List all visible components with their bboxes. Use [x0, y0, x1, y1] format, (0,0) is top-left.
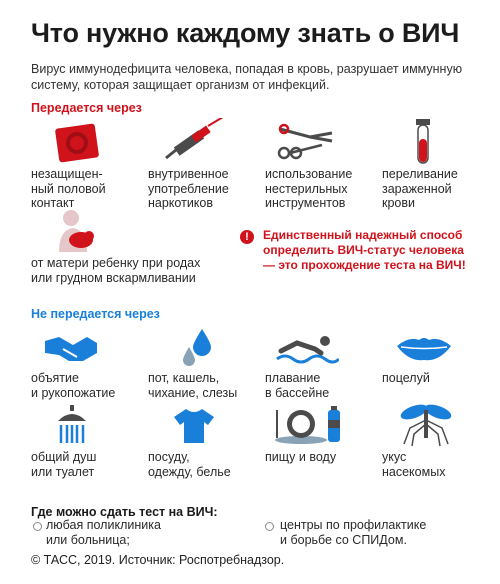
where-option-clinic: любая поликлиника или больница;: [46, 518, 161, 547]
tshirt-icon: [172, 407, 216, 445]
blood-tube-icon: [413, 117, 433, 167]
swimmer-icon: [275, 333, 339, 365]
drop-icon: [177, 327, 217, 367]
not-transmitted-label-kiss: поцелуй: [382, 371, 430, 385]
not-transmitted-label-shower: общий душ или туалет: [31, 450, 97, 479]
instruments-icon: [276, 123, 336, 163]
mother-child-icon: [55, 208, 97, 254]
page-title: Что нужно каждому знать о ВИЧ: [31, 18, 460, 48]
mosquito-icon: [396, 400, 456, 448]
not-transmitted-heading: Не передается через: [31, 307, 160, 321]
transmitted-label-instruments: использование нестерильных инструментов: [265, 167, 353, 210]
where-option-aids-center: центры по профилактике и борьбе со СПИДом.: [280, 518, 427, 547]
bullet-dot: [33, 522, 42, 531]
handshake-icon: [43, 331, 99, 367]
transmitted-label-mother: от матери ребенку при родах или грудном вскармливании: [31, 256, 201, 285]
not-transmitted-label-clothes: посуду, одежду, белье: [148, 450, 231, 479]
intro-text: Вирус иммунодефицита человека, попадая в кровь, разрушает иммунную систему, которая защищает организм от инфекций.: [31, 62, 463, 92]
footer-source: © ТАСС, 2019. Источник: Роспотребнадзор.: [31, 553, 285, 567]
condom-icon: [53, 122, 105, 164]
exclamation-icon: !: [240, 230, 254, 244]
lips-icon: [395, 334, 453, 362]
bullet-dot: [265, 522, 274, 531]
where-test-heading: Где можно сдать тест на ВИЧ:: [31, 505, 218, 519]
alert-text: Единственный надежный способ определить ВИЧ-статус человека — это прохождение теста на ВИЧ!: [263, 228, 466, 272]
dishes-icon: [273, 402, 349, 446]
not-transmitted-label-swim: плавание в бассейне: [265, 371, 330, 400]
transmitted-heading: Передается через: [31, 101, 142, 115]
transmitted-label-blood: переливание зараженной крови: [382, 167, 458, 210]
transmitted-label-sex: незащищен- ный половой контакт: [31, 167, 106, 210]
not-transmitted-label-food: пищу и воду: [265, 450, 337, 464]
not-transmitted-label-insects: укус насекомых: [382, 450, 446, 479]
not-transmitted-label-sweat: пот, кашель, чихание, слезы: [148, 371, 238, 400]
shower-icon: [52, 405, 92, 445]
transmitted-label-drugs: внутривенное употребление наркотиков: [148, 167, 229, 210]
syringe-icon: [162, 118, 232, 162]
not-transmitted-label-hug: объятие и рукопожатие: [31, 371, 116, 400]
